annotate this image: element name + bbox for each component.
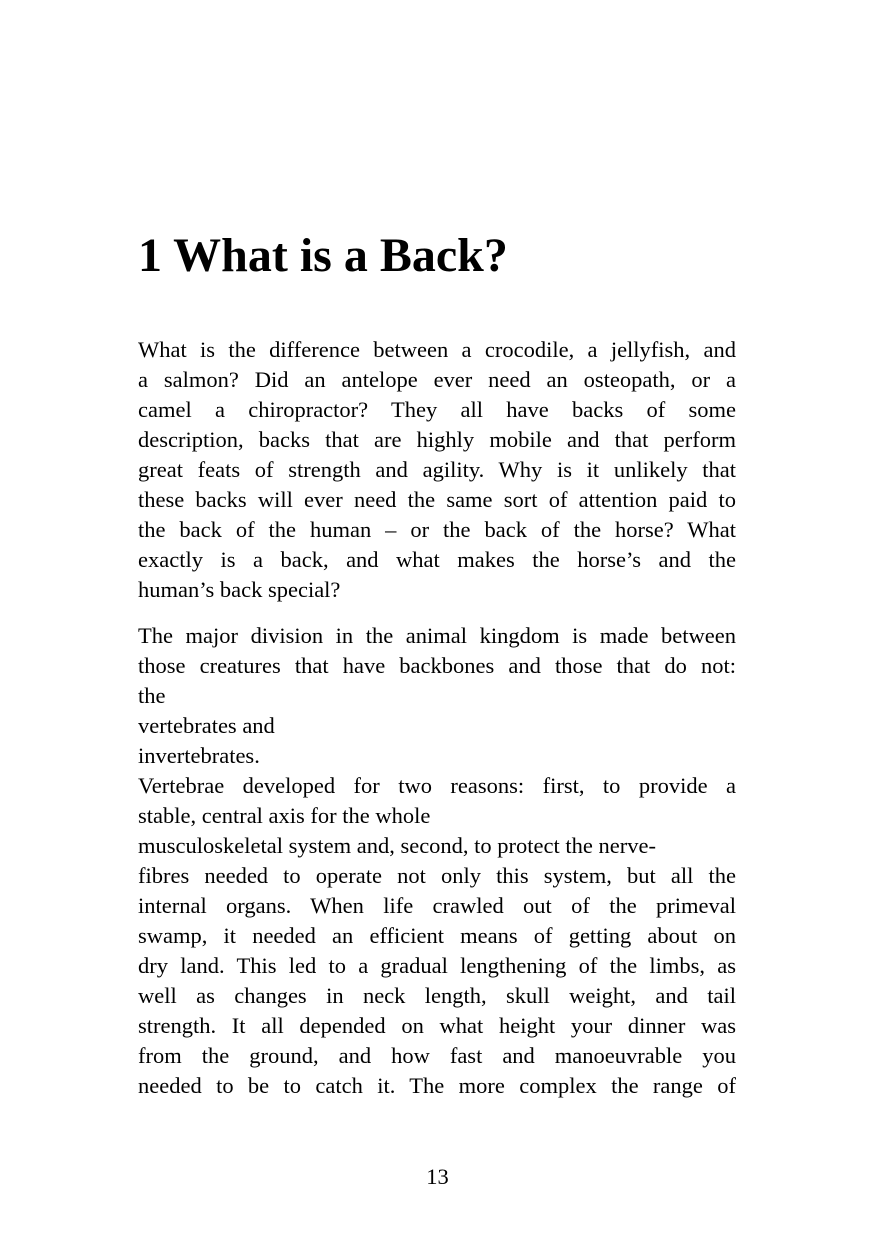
text-line: swamp, it needed an efficient means of getting about on: [138, 923, 736, 948]
text-line: The major division in the animal kingdom is made between: [138, 623, 736, 648]
text-line: these backs will ever need the same sort of attention paid to: [138, 487, 736, 512]
text-line: invertebrates.: [138, 743, 260, 768]
text-line: internal organs. When life crawled out of the primeval: [138, 893, 736, 918]
text-line: fibres needed to operate not only this system, but all the: [138, 863, 736, 888]
text-line: those creatures that have backbones and those that do not:: [138, 653, 736, 678]
text-line: a salmon? Did an antelope ever need an osteopath, or a: [138, 367, 736, 392]
paragraph-2: [138, 621, 736, 1101]
text-line: great feats of strength and agility. Why is it unlikely that: [138, 457, 736, 482]
text-line: vertebrates and: [138, 713, 275, 738]
text-line: the back of the human – or the back of the horse? What: [138, 517, 736, 542]
text-line: human’s back special?: [138, 577, 341, 602]
text-line: camel a chiropractor? They all have backs of some: [138, 397, 736, 422]
text-line: exactly is a back, and what makes the horse’s and the: [138, 547, 736, 572]
text-line: from the ground, and how fast and manoeuvrable you: [138, 1043, 736, 1068]
text-line: well as changes in neck length, skull weight, and tail: [138, 983, 736, 1008]
text-line: needed to be to catch it. The more complex the range of: [138, 1073, 736, 1098]
text-line: stable, central axis for the whole: [138, 803, 431, 828]
page-number: 13: [426, 1164, 449, 1189]
text-line: the: [138, 683, 166, 708]
text-line: musculoskeletal system and, second, to protect the nerve-: [138, 833, 656, 858]
chapter-title: 1 What is a Back?: [138, 229, 508, 282]
text-line: dry land. This led to a gradual lengthening of the limbs, as: [138, 953, 736, 978]
text-line: description, backs that are highly mobile and that perform: [138, 427, 736, 452]
paragraph-1: [138, 335, 736, 605]
text-line: strength. It all depended on what height your dinner was: [138, 1013, 736, 1038]
text-line: Vertebrae developed for two reasons: first, to provide a: [138, 773, 736, 798]
text-line: What is the difference between a crocodile, a jellyfish, and: [138, 337, 736, 362]
